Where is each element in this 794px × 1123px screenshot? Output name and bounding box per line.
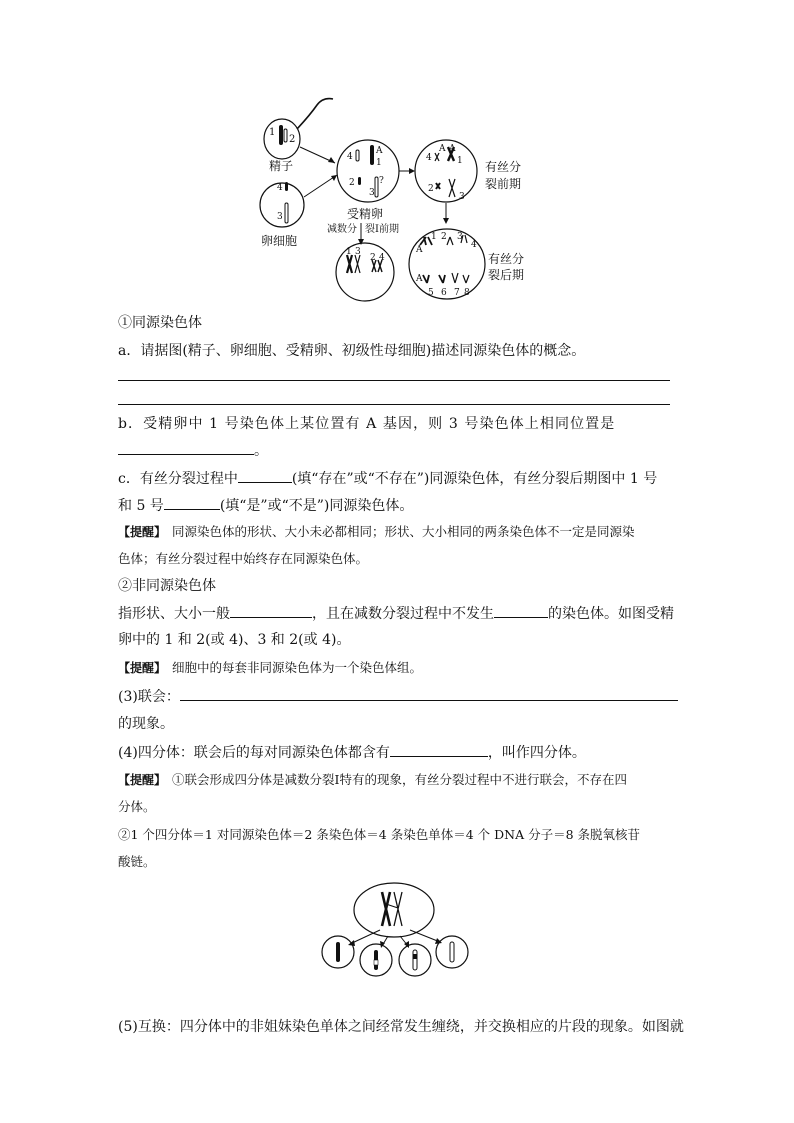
synapsis-line2: 的现象。 [118,716,174,732]
svg-text:4: 4 [347,152,353,162]
svg-text:2: 2 [370,253,376,263]
svg-text:6: 6 [441,288,447,298]
section1-title: ①同源染色体 [118,315,202,331]
gamete-cell-3 [399,944,431,976]
hint2: 【提醒】 细胞中的每套非同源染色体为一个染色体组。 [118,660,423,675]
hint3-line1: 【提醒】 ①联会形成四分体是减数分裂Ⅰ特有的现象，有丝分裂过程中不进行联会，不存在四 [118,772,627,787]
svg-text:裂前期: 裂前期 [485,177,522,191]
svg-text:4: 4 [379,253,385,263]
svg-text:3: 3 [277,212,283,222]
gamete-cell-4 [436,936,468,968]
zygote-cell [337,140,399,202]
svg-text:1: 1 [457,156,463,166]
blank-non1[interactable] [230,603,312,618]
svg-text:5: 5 [428,288,434,298]
svg-text:A: A [416,274,423,284]
svg-text:1: 1 [431,232,437,242]
svg-text:3: 3 [459,192,465,202]
chromosome-diagram [255,95,535,305]
question-b: b．受精卵中 1 号染色体上某位置有 A 基因，则 3 号染色体上相同位置是 [118,416,616,432]
nonhomologous-line2: 卵中的 1 和 2(或 4)、3 和 2(或 4)。 [118,632,351,648]
meiosis-prophase-cell [336,243,394,301]
tetrad-cell [354,883,434,937]
svg-text:2: 2 [441,232,447,242]
sperm-label: 精子 [269,159,294,173]
crossover-line: (5)互换：四分体中的非姐妹染色单体之间经常发生缠绕，并交换相应的片段的现象。如图就 [118,1019,684,1035]
egg-label: 卵细胞 [261,234,298,248]
hint1-line2: 色体；有丝分裂过程中始终存在同源染色体。 [118,551,369,566]
svg-text:裂Ⅰ前期: 裂Ⅰ前期 [365,224,399,235]
svg-text:4: 4 [471,240,477,250]
svg-text:2: 2 [428,184,434,194]
sperm-tail [297,99,333,129]
tetrad-line: (4)四分体：联会后的每对同源染色体都含有 ，叫作四分体。 [118,742,586,763]
svg-text:A: A [449,144,456,154]
answer-line-a1[interactable] [118,380,670,381]
svg-text:7: 7 [454,288,460,298]
svg-text:1: 1 [269,127,276,138]
svg-text:1: 1 [376,158,382,168]
question-a: a．请据图(精子、卵细胞、受精卵、初级性母细胞)描述同源染色体的概念。 [118,343,586,359]
question-c-line1: c．有丝分裂过程中 (填“存在”或“不存在”)同源染色体，有丝分裂后期图中 1 号 [118,468,657,489]
blank-tetrad[interactable] [390,742,488,757]
zygote-label: 受精卵 [347,207,384,221]
svg-text:A: A [416,245,423,255]
hint3-line4: 酸链。 [118,854,156,869]
blank-c1[interactable] [238,468,292,483]
svg-text:8: 8 [464,288,470,298]
svg-text:3: 3 [457,232,463,242]
svg-text:4: 4 [277,183,283,193]
svg-text:减数分: 减数分 [327,224,357,235]
hint3-line2: 分体。 [118,799,156,814]
prophase-label: 有丝分 [485,160,522,174]
svg-text:4: 4 [426,153,432,163]
blank-b[interactable] [118,440,254,455]
hint3-line3: ②1 个四分体＝1 对同源染色体＝2 条染色体＝4 条染色单体＝4 个 DNA 分子＝8 条脱氧核苷 [118,827,640,842]
tetrad-diagram [318,880,478,980]
svg-text:1: 1 [346,247,352,257]
hint1-line1: 【提醒】 同源染色体的形状、大小未必都相同；形状、大小相同的两条染色体不一定是同源染 [118,524,635,539]
svg-text:?: ? [379,176,384,186]
svg-text:A: A [376,146,383,156]
answer-line-a2[interactable] [118,404,670,405]
svg-text:3: 3 [369,188,375,198]
synapsis-line1: (3)联会： [118,686,678,707]
svg-text:裂后期: 裂后期 [488,268,525,282]
blank-c2[interactable] [164,495,220,510]
question-b-cont: 。 [118,440,268,461]
section2-title: ②非同源染色体 [118,578,216,594]
svg-text:2: 2 [289,134,296,145]
blank-synapsis[interactable] [180,686,678,701]
anaphase-label: 有丝分 [488,252,525,266]
svg-text:3: 3 [355,247,361,257]
svg-text:A: A [439,144,446,154]
nonhomologous-line1: 指形状、大小一般 ，且在减数分裂过程中不发生 的染色体。如图受精 [118,603,674,624]
svg-text:2: 2 [349,178,355,188]
blank-non2[interactable] [494,603,548,618]
question-c-line2: 和 5 号 (填“是”或“不是”)同源染色体。 [118,495,413,516]
mitosis-prophase-cell [415,140,477,202]
